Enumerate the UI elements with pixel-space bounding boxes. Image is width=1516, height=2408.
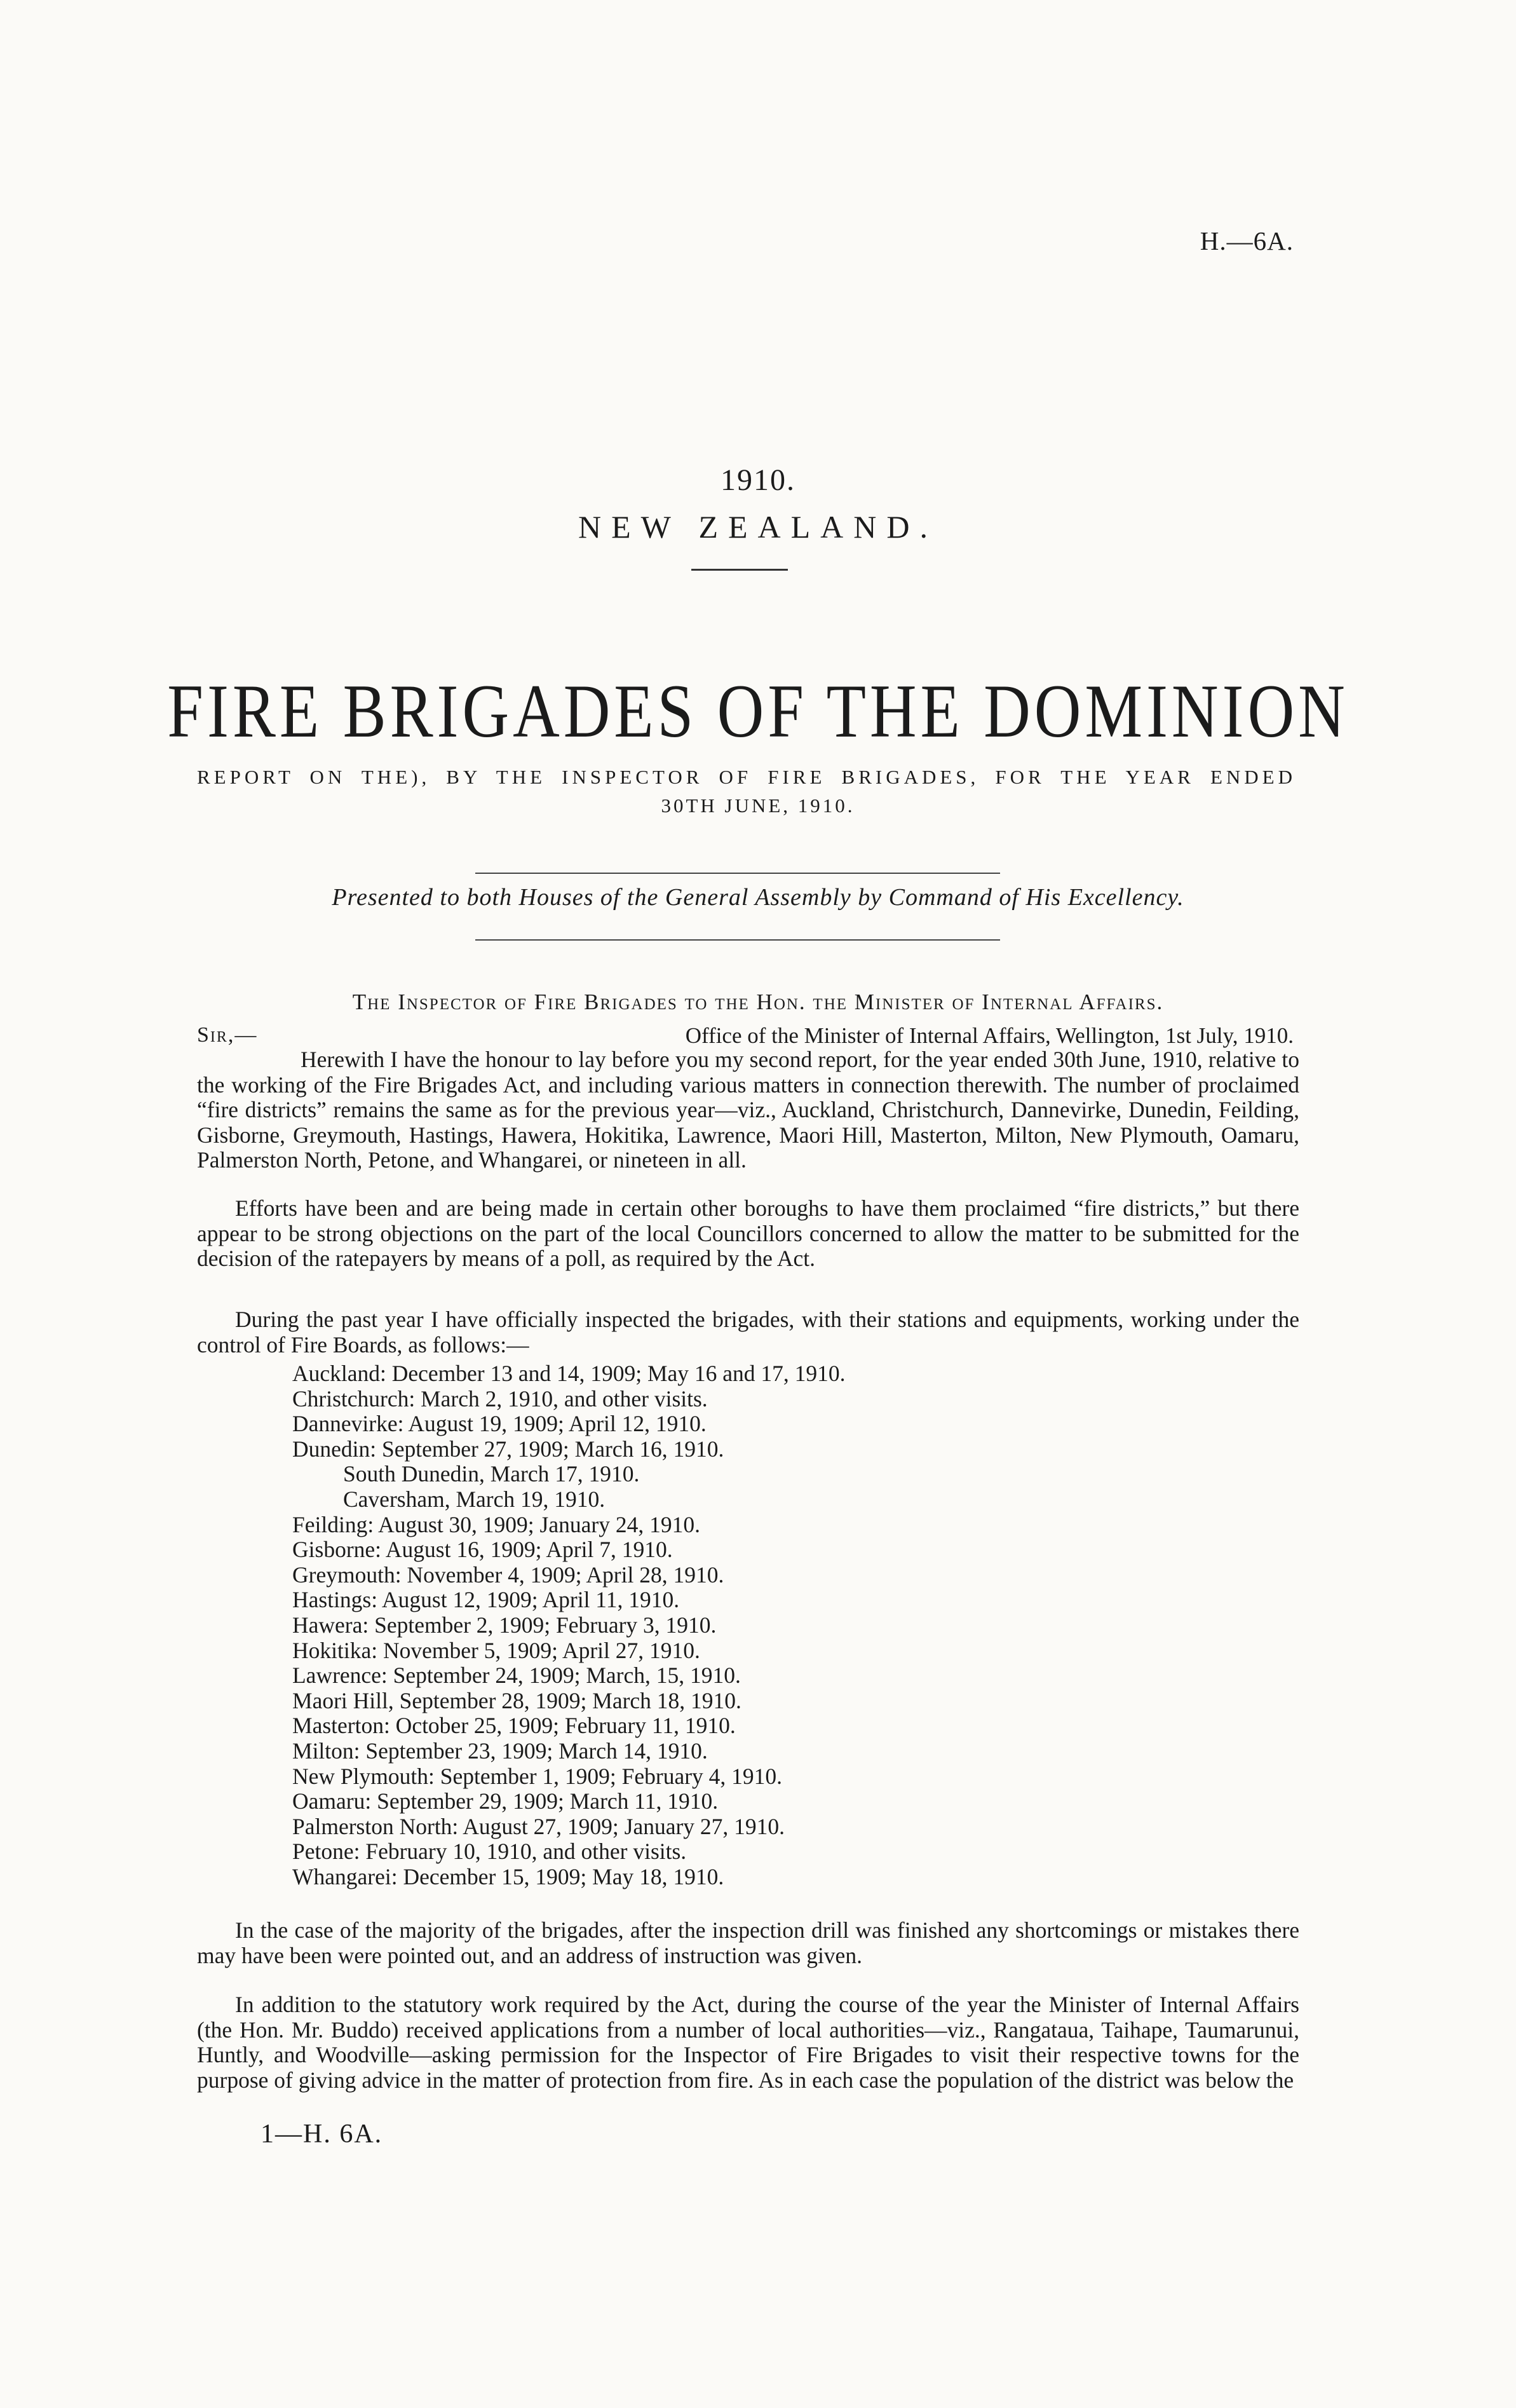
document-subtitle-date: 30TH JUNE, 1910. <box>661 794 855 817</box>
divider <box>691 569 788 571</box>
paragraph-fire-districts: Herewith I have the honour to lay before you my second report, for the year ended 30th June, 1910, relative to the working of the Fire Brigades Act, and including various matters in connection therewith. The number of proclaimed “fire districts” remains the same as for the previous year—viz., Auckland, Christchurch, Dannevirke, Dunedin, Feilding, Gisborne, Greymouth, Hastings, Hawera, Hokitika, Lawrence, Maori Hill, Masterton, Milton, New Plymouth, Oamaru, Palmerston North, Petone, and Whangarei, or nineteen in all. <box>197 1047 1299 1173</box>
list-item: Whangarei: December 15, 1909; May 18, 1910. <box>292 1863 724 1889</box>
paragraph-efforts: Efforts have been and are being made in certain other boroughs to have them proclaimed “fire districts,” but there appear to be strong objections on the part of the local Councillors concerned to allow the matter to be submitted for the decision of the ratepayers by means of a poll, as required by the Act. <box>197 1195 1299 1271</box>
list-item: Dannevirke: August 19, 1909; April 12, 1910. <box>292 1411 707 1437</box>
list-item: Petone: February 10, 1910, and other visits. <box>292 1839 687 1865</box>
document-subtitle: REPORT ON THE), BY THE INSPECTOR OF FIRE BRIGADES, FOR THE YEAR ENDED <box>197 766 1296 788</box>
document-title: FIRE BRIGADES OF THE DOMINION <box>167 669 1349 753</box>
list-item: Greymouth: November 4, 1909; April 28, 1910. <box>292 1561 724 1588</box>
divider <box>475 939 1000 941</box>
paragraph-inspections-intro: During the past year I have officially inspected the brigades, with their stations and equipments, working under the control of Fire Boards, as follows:— <box>197 1307 1299 1357</box>
list-item: Caversham, March 19, 1910. <box>343 1486 606 1512</box>
list-item: Feilding: August 30, 1909; January 24, 1910. <box>292 1511 700 1537</box>
presented-line: Presented to both Houses of the General Assembly by Command of His Excellency. <box>332 884 1184 911</box>
salutation: Sir,— <box>197 1023 258 1047</box>
list-item: South Dunedin, March 17, 1910. <box>343 1461 640 1487</box>
addressee-line: The Inspector of Fire Brigades to the Hon. the Minister of Internal Affairs. <box>352 990 1164 1014</box>
list-item: Palmerston North: August 27, 1909; January 27, 1910. <box>292 1813 785 1839</box>
list-item: Oamaru: September 29, 1909; March 11, 1910. <box>292 1788 719 1814</box>
list-item: Auckland: December 13 and 14, 1909; May 16 and 17, 1910. <box>292 1361 846 1386</box>
list-item: Hokitika: November 5, 1909; April 27, 1910. <box>292 1637 700 1663</box>
paper-reference: H.—6A. <box>1200 226 1294 255</box>
divider <box>475 873 1000 874</box>
paragraph-drill-remarks: In the case of the majority of the brigades, after the inspection drill was finished any shortcomings or mistakes there may have been were pointed out, and an address of instruction was given. <box>197 1917 1299 1968</box>
country-heading: NEW ZEALAND. <box>578 509 938 545</box>
list-item: Masterton: October 25, 1909; February 11, 1910. <box>292 1713 736 1739</box>
list-item: Maori Hill, September 28, 1909; March 18, 1910. <box>292 1687 741 1713</box>
list-item: New Plymouth: September 1, 1909; February 4, 1910. <box>292 1763 783 1789</box>
inspection-list <box>292 1361 846 1889</box>
office-dateline: Office of the Minister of Internal Affairs, Wellington, 1st July, 1910. <box>685 1023 1294 1048</box>
list-item: Lawrence: September 24, 1909; March, 15, 1910. <box>292 1663 741 1689</box>
page-footer-signature: 1—H. 6A. <box>261 2119 383 2149</box>
list-item: Hawera: September 2, 1909; February 3, 1910. <box>292 1612 717 1638</box>
list-item: Gisborne: August 16, 1909; April 7, 1910. <box>292 1537 673 1563</box>
paragraph-applications: In addition to the statutory work required by the Act, during the course of the year the Minister of Internal Affairs (the Hon. Mr. Buddo) received applications from a number of local authorities—viz., Rangataua, Taihape, Taumarunui, Huntly, and Woodville—asking permission for the Inspector of Fire Brigades to visit their respective towns for the purpose of giving advice in the matter of protection from fire. As in each case the population of the district was below the <box>197 1992 1299 2093</box>
list-item: Hastings: August 12, 1909; April 11, 1910. <box>292 1587 680 1613</box>
list-item: Christchurch: March 2, 1910, and other visits. <box>292 1385 708 1411</box>
list-item: Milton: September 23, 1909; March 14, 1910. <box>292 1738 708 1764</box>
list-item: Dunedin: September 27, 1909; March 16, 1910. <box>292 1436 724 1462</box>
year: 1910. <box>721 463 795 497</box>
